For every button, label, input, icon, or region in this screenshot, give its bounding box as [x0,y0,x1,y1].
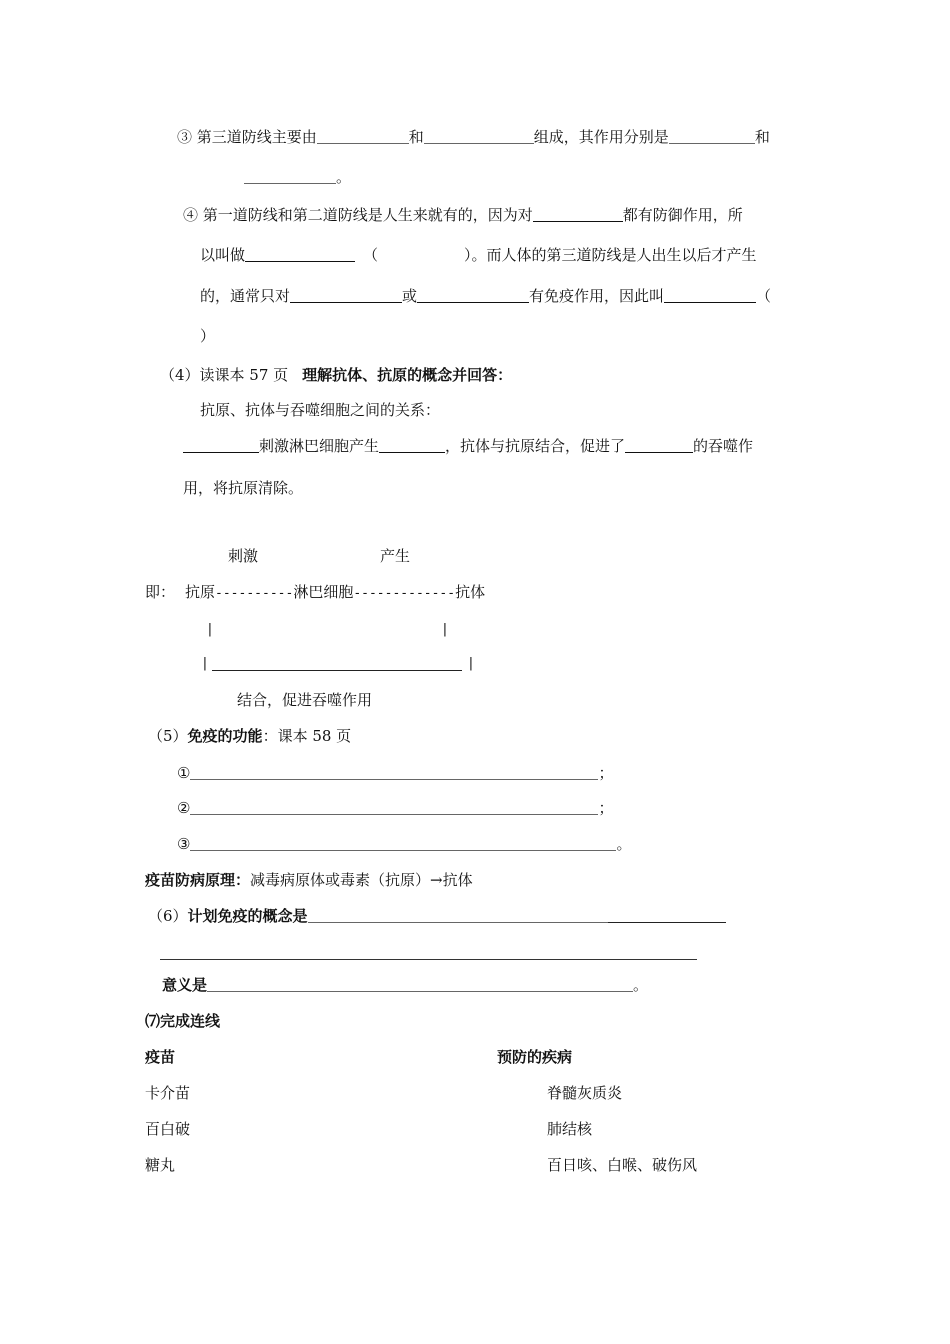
diagram-dash-1: ---------- [215,586,294,601]
item-3-line-2 [244,167,351,187]
blank-f-1[interactable] [190,763,598,780]
item-3-and-2: 和 [754,128,770,146]
blank-6-line-2[interactable] [160,959,697,960]
function-item-2 [177,798,613,818]
diagram-lymphocyte: 淋巴细胞 [293,583,354,601]
diagram-bottom-line [212,670,462,671]
function-semi-1: ； [598,764,614,782]
item-4-line-3 [200,286,771,306]
meaning-label: 意义是 [162,976,208,994]
blank-3-2[interactable] [424,127,534,144]
section-4-number: （4）读课本 57 页 [160,366,289,384]
section-6-number: （6） [148,907,188,925]
item-4-text-e: 的，通常只对 [200,287,291,305]
blank-4-2[interactable] [245,245,355,262]
blank-r-2[interactable] [379,436,445,453]
function-dot: 。 [616,835,632,853]
item-3-text-a: ③ 第三道防线主要由 [177,128,317,146]
blank-4-1[interactable] [533,205,623,222]
section-4-title: 理解抗体、抗原的概念并回答： [302,366,513,384]
item-4-text-d: ）。而人体的第三道防线是人出生以后才产生 [464,246,757,264]
vaccine-principle-text: 减毒病原体或毒素（抗原）→抗体 [250,871,473,889]
diagram-antigen: 抗原 [185,583,216,601]
section-6-title: 计划免疫的概念是 [187,907,308,925]
item-4-text-f: 有免疫作用，因此叫 [529,287,665,305]
relation-text-d: 用，将抗原清除。 [183,479,304,497]
section-5-number: （5） [148,727,188,745]
item-3-text-b: 组成，其作用分别是 [533,128,669,146]
item-4-paren2-close: ） [200,327,216,345]
disease-item[interactable]: 百日咳、白喉、破伤风 [547,1156,698,1174]
section-5-tail: ：课本 58 页 [262,727,352,745]
item-3-end: 。 [336,168,352,186]
column-disease-header: 预防的疾病 [497,1048,573,1066]
function-marker-2: ② [177,799,191,817]
item-4-line-1 [183,205,743,225]
vaccine-item[interactable]: 卡介苗 [145,1084,191,1102]
diagram-dash-2: ------------- [353,586,456,601]
relation-sentence-2 [183,478,303,498]
section-5-heading [148,726,351,746]
function-item-3 [177,834,631,854]
item-3-line [177,127,770,147]
diagram-antibody: 抗体 [455,583,486,601]
item-4-or: 或 [402,287,418,305]
diagram-bar-left-2: | [201,656,209,671]
blank-r-3[interactable] [625,436,693,453]
blank-r-1[interactable] [183,436,259,453]
blank-6-3[interactable] [207,975,633,992]
section-6-heading [148,906,726,926]
diagram-label-stimulate: 刺激 [228,547,259,565]
function-semi-2: ； [598,799,614,817]
diagram-label-produce: 产生 [380,547,411,565]
diagram-bar-right-1: | [441,622,449,637]
disease-item[interactable]: 肺结核 [547,1120,593,1138]
relation-text-a: 刺激淋巴细胞产生 [259,437,380,455]
blank-f-3[interactable] [190,834,616,851]
item-4-line-4 [200,326,215,346]
section-4-heading [160,365,512,385]
blank-6-1[interactable] [308,906,608,923]
item-3-and: 和 [408,128,424,146]
vaccine-principle-label: 疫苗防病原理： [145,871,251,889]
item-4-line-2 [200,245,757,265]
item-4-text-a: ④ 第一道防线和第二道防线是人生来就有的，因为对 [183,206,533,224]
item-4-text-b: 都有防御作用，所 [622,206,743,224]
relation-text: 抗原、抗体与吞噬细胞之间的关系： [200,401,441,419]
function-item-1 [177,763,613,783]
relation-text-c: 的吞噬作 [693,437,754,455]
item-4-text-c: 以叫做 [200,246,246,264]
vaccine-principle [145,870,473,890]
blank-3-1[interactable] [317,127,409,144]
blank-6-2[interactable] [608,906,726,923]
blank-4-5[interactable] [417,286,529,303]
blank-4-4[interactable] [290,286,402,303]
disease-item[interactable]: 脊髓灰质炎 [547,1084,623,1102]
diagram-bar-left-1: | [206,622,214,637]
meaning-dot: 。 [633,976,649,994]
column-vaccine-header: 疫苗 [145,1048,176,1066]
relation-sentence-1 [183,436,753,456]
vaccine-item[interactable]: 百白破 [145,1120,191,1138]
relation-text-b: ，抗体与抗原结合，促进了 [445,437,626,455]
vaccine-item[interactable]: 糖丸 [145,1156,176,1174]
diagram-ji: 即： [145,583,176,601]
relation-heading [200,400,440,420]
item-4-paren2-open: （ [756,287,772,305]
section-6-meaning [162,975,648,995]
section-7-heading: ⑺完成连线 [145,1012,221,1030]
diagram-bar-right-2: | [467,656,475,671]
diagram-main-row [145,582,485,604]
blank-3-3[interactable] [669,127,755,144]
blank-f-2[interactable] [190,798,598,815]
section-5-title: 免疫的功能 [187,727,263,745]
blank-3-4[interactable] [244,167,336,184]
function-marker-3: ③ [177,835,191,853]
diagram-bottom-label: 结合，促进吞噬作用 [237,691,373,709]
function-marker-1: ① [177,764,191,782]
item-4-paren-open: （ [363,246,379,264]
blank-4-6[interactable] [664,286,756,303]
